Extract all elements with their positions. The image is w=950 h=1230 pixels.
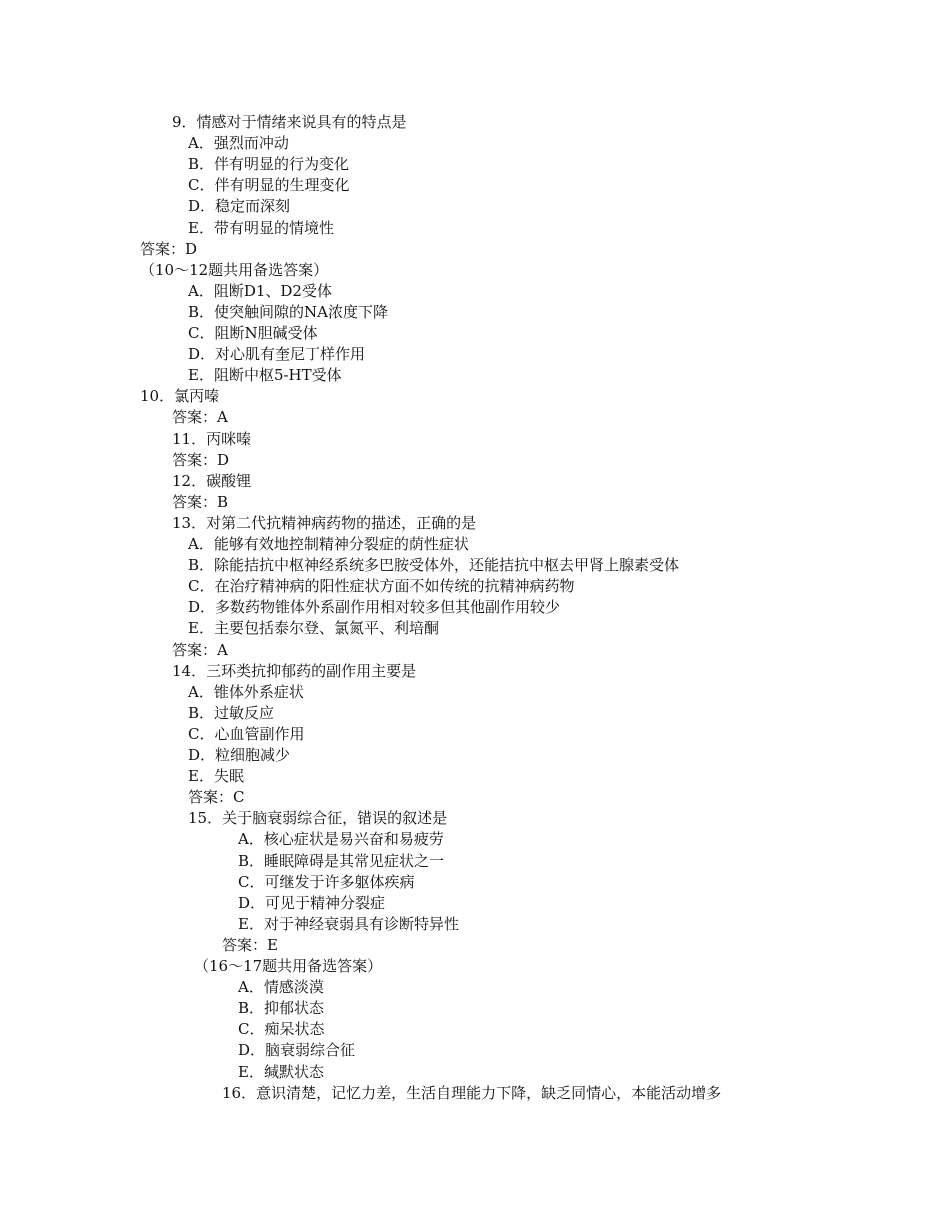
option-line: C．可继发于许多躯体疾病 bbox=[238, 872, 415, 891]
question-line: 12．碳酸锂 bbox=[172, 471, 252, 490]
option-line: D．对心肌有奎尼丁样作用 bbox=[188, 345, 366, 364]
option-line: B．过敏反应 bbox=[188, 703, 275, 722]
option-line: A．能够有效地控制精神分裂症的荫性症状 bbox=[188, 535, 469, 553]
option-line: C．阻断N胆碱受体 bbox=[188, 324, 318, 342]
answer-line: 答案：A bbox=[172, 408, 228, 427]
answer-line: 答案：E bbox=[222, 935, 278, 954]
option-line: B．使突触间隙的NA浓度下降 bbox=[188, 302, 388, 321]
option-line: E．带有明显的情境性 bbox=[188, 218, 334, 237]
option-line: B．睡眠障碍是其常见症状之一 bbox=[238, 851, 445, 870]
option-line: C．伴有明显的生理变化 bbox=[188, 176, 350, 195]
question-line: 10．氯丙嗪 bbox=[140, 387, 220, 406]
option-line: B．伴有明显的行为变化 bbox=[188, 155, 350, 174]
option-line: E．缄默状态 bbox=[238, 1062, 324, 1081]
option-line: B．抑郁状态 bbox=[238, 999, 325, 1018]
option-line: A．核心症状是易兴奋和易疲劳 bbox=[238, 830, 444, 849]
option-line: A．强烈而冲动 bbox=[188, 134, 289, 153]
option-line: E．主要包括泰尔登、氯氮平、利培酮 bbox=[188, 619, 439, 638]
option-line: E．对于神经衰弱具有诊断特异性 bbox=[238, 914, 459, 933]
question-line: 9．情感对于情绪来说具有的特点是 bbox=[172, 113, 407, 131]
question-line: 16．意识清楚，记忆力差，生活自理能力下降，缺乏同情心，本能活动增多 bbox=[222, 1083, 722, 1102]
option-line: D．多数药物锥体外系副作用相对较多但其他副作用较少 bbox=[188, 598, 561, 617]
option-line: C．在治疗精神病的阳性症状方面不如传统的抗精神病药物 bbox=[188, 577, 575, 596]
answer-line: 答案：A bbox=[172, 640, 228, 659]
option-line: A．锥体外系症状 bbox=[188, 682, 304, 701]
option-line: C．心血管副作用 bbox=[188, 724, 305, 743]
answer-line: 答案：D bbox=[140, 239, 198, 258]
option-line: B．除能拮抗中枢神经系统多巴胺受体外，还能拮抗中枢去甲肾上腺素受体 bbox=[188, 556, 680, 575]
option-line: A．阻断D1、D2受体 bbox=[188, 281, 332, 300]
group-heading-line: （10～12题共用备选答案） bbox=[140, 260, 329, 279]
option-line: D．粒细胞减少 bbox=[188, 746, 291, 764]
answer-line: 答案：C bbox=[188, 788, 245, 807]
question-line: 13．对第二代抗精神病药物的描述，正确的是 bbox=[172, 513, 477, 532]
option-line: E．阻断中枢5-HT受体 bbox=[188, 366, 342, 385]
option-line: A．情感淡漠 bbox=[238, 978, 324, 997]
answer-line: 答案：B bbox=[172, 492, 229, 511]
question-line: 11．丙咪嗪 bbox=[172, 429, 252, 448]
option-line: E．失眠 bbox=[188, 767, 244, 786]
answer-line: 答案：D bbox=[172, 450, 230, 469]
group-heading-line: （16～17题共用备选答案） bbox=[194, 957, 383, 975]
question-line: 15．关于脑衰弱综合征，错误的叙述是 bbox=[188, 809, 448, 828]
question-line: 14．三环类抗抑郁药的副作用主要是 bbox=[172, 661, 417, 680]
option-line: D．可见于精神分裂症 bbox=[238, 893, 386, 912]
option-line: C．痴呆状态 bbox=[238, 1020, 325, 1039]
option-line: D．稳定而深刻 bbox=[188, 197, 291, 216]
option-line: D．脑衰弱综合征 bbox=[238, 1041, 356, 1060]
